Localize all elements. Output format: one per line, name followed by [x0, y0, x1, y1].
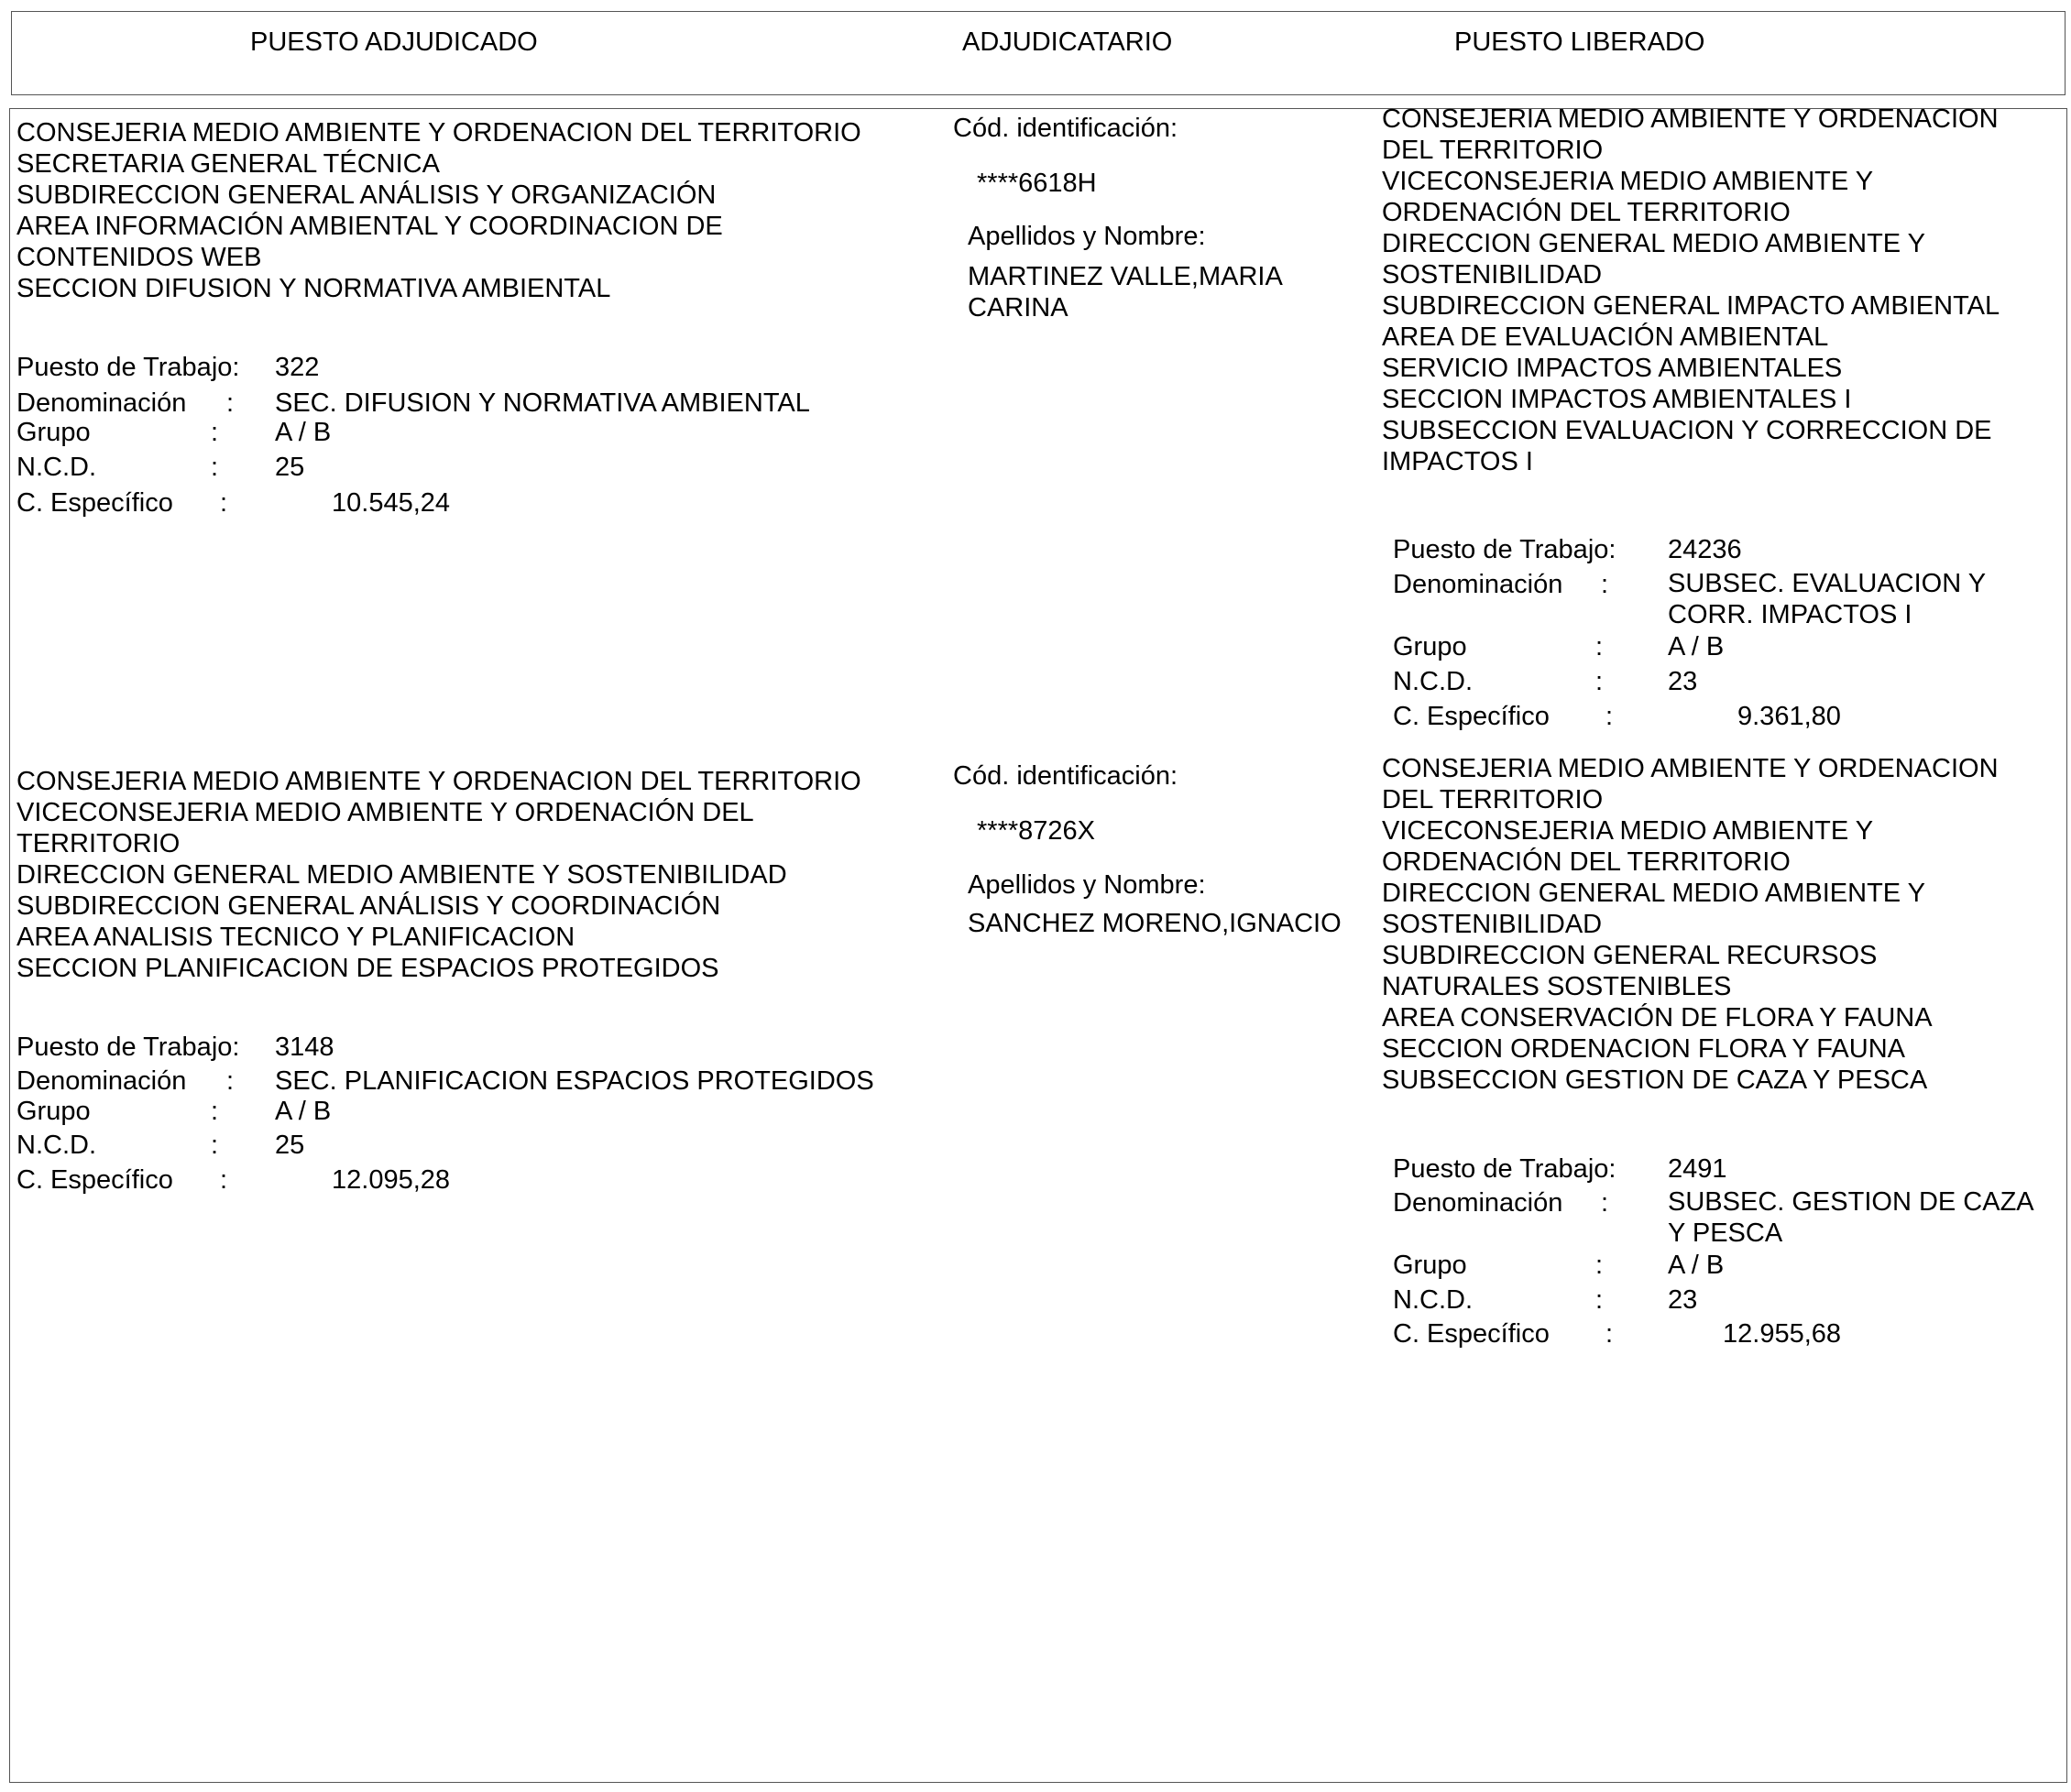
org-line: ORDENACIÓN DEL TERRITORIO: [1382, 847, 1791, 877]
cod-identificacion-value: ****6618H: [977, 169, 1097, 198]
colon: :: [1595, 1251, 1604, 1280]
org-line: SUBDIRECCION GENERAL ANÁLISIS Y COORDINACIÓN: [16, 891, 721, 921]
nombre-line: MARTINEZ VALLE,MARIA: [968, 262, 1283, 291]
puesto-trabajo-value: 322: [275, 353, 320, 382]
grupo-value: A / B: [1668, 1251, 1725, 1280]
org-line: SOSTENIBILIDAD: [1382, 910, 1603, 939]
ncd-value: 25: [275, 1131, 305, 1160]
label-puesto-trabajo: Puesto de Trabajo:: [16, 1033, 240, 1062]
colon: :: [220, 1165, 228, 1195]
grupo-value: A / B: [275, 1097, 332, 1126]
org-line: IMPACTOS I: [1382, 447, 1533, 476]
org-line: TERRITORIO: [16, 829, 181, 858]
colon: :: [226, 388, 235, 418]
label-denominacion: Denominación: [1393, 570, 1563, 599]
ncd-value: 23: [1668, 667, 1698, 696]
adjudicatario-nombre: [968, 908, 1342, 939]
c-especifico-value: 10.545,24: [332, 488, 451, 518]
label-cod-identificacion: Cód. identificación:: [953, 761, 1178, 791]
colon: :: [220, 488, 228, 518]
org-line: SUBSECCION GESTION DE CAZA Y PESCA: [1382, 1065, 1928, 1095]
c-especifico-value: 12.955,68: [1723, 1319, 1842, 1349]
label-puesto-trabajo: Puesto de Trabajo:: [16, 353, 240, 382]
colon: :: [1595, 667, 1604, 696]
colon: :: [226, 1066, 235, 1096]
label-ncd: N.C.D.: [16, 1131, 96, 1160]
org-line: DIRECCION GENERAL MEDIO AMBIENTE Y: [1382, 229, 1925, 258]
org-line: NATURALES SOSTENIBLES: [1382, 972, 1732, 1001]
label-denominacion: Denominación: [16, 388, 187, 418]
org-line: CONSEJERIA MEDIO AMBIENTE Y ORDENACION DEL TERRITORIO: [16, 118, 861, 148]
org-line: SECCION ORDENACION FLORA Y FAUNA: [1382, 1034, 1905, 1064]
grupo-value: A / B: [1668, 632, 1725, 661]
record-2-adjudicado-org: [16, 766, 861, 984]
org-line: SUBDIRECCION GENERAL RECURSOS: [1382, 941, 1878, 970]
colon: :: [1605, 702, 1614, 731]
puesto-trabajo-value: 3148: [275, 1033, 334, 1062]
org-line: DIRECCION GENERAL MEDIO AMBIENTE Y SOSTENIBILIDAD: [16, 860, 787, 890]
label-grupo: Grupo: [1393, 632, 1467, 661]
ncd-value: 25: [275, 453, 305, 482]
colon: :: [1601, 1188, 1609, 1218]
label-ncd: N.C.D.: [1393, 667, 1473, 696]
colon: :: [211, 1097, 219, 1126]
cod-identificacion-value: ****8726X: [977, 816, 1095, 846]
nombre-line: CARINA: [968, 293, 1068, 322]
org-line: SUBSECCION EVALUACION Y CORRECCION DE: [1382, 416, 1992, 445]
nombre-line: SANCHEZ MORENO,IGNACIO: [968, 909, 1342, 938]
header-puesto-adjudicado: PUESTO ADJUDICADO: [250, 27, 538, 57]
org-line: AREA CONSERVACIÓN DE FLORA Y FAUNA: [1382, 1003, 1933, 1033]
record-1-adjudicado-org: [16, 117, 861, 304]
org-line: CONSEJERIA MEDIO AMBIENTE Y ORDENACION: [1382, 104, 1999, 134]
org-line: SERVICIO IMPACTOS AMBIENTALES: [1382, 354, 1843, 383]
colon: :: [211, 418, 219, 447]
label-apellidos-nombre: Apellidos y Nombre:: [968, 870, 1206, 900]
org-line: SUBDIRECCION GENERAL IMPACTO AMBIENTAL: [1382, 291, 2000, 321]
org-line: AREA DE EVALUACIÓN AMBIENTAL: [1382, 322, 1829, 352]
denominacion-line: SUBSEC. GESTION DE CAZA: [1668, 1187, 2034, 1217]
puesto-trabajo-value: 2491: [1668, 1154, 1727, 1184]
org-line: AREA INFORMACIÓN AMBIENTAL Y COORDINACION DE: [16, 212, 723, 241]
label-c-especifico: C. Específico: [16, 1165, 173, 1195]
header-puesto-liberado: PUESTO LIBERADO: [1454, 27, 1705, 57]
colon: :: [211, 1131, 219, 1160]
adjudicatario-nombre: [968, 261, 1283, 323]
org-line: SOSTENIBILIDAD: [1382, 260, 1603, 290]
label-ncd: N.C.D.: [1393, 1285, 1473, 1315]
org-line: ORDENACIÓN DEL TERRITORIO: [1382, 198, 1791, 227]
org-line: CONSEJERIA MEDIO AMBIENTE Y ORDENACION DEL TERRITORIO: [16, 767, 861, 796]
org-line: SUBDIRECCION GENERAL ANÁLISIS Y ORGANIZACIÓN: [16, 180, 717, 210]
org-line: DEL TERRITORIO: [1382, 785, 1604, 814]
denominacion-value: SEC. DIFUSION Y NORMATIVA AMBIENTAL: [275, 388, 810, 418]
org-line: DEL TERRITORIO: [1382, 136, 1604, 165]
denominacion-line: Y PESCA: [1668, 1218, 1783, 1248]
label-denominacion: Denominación: [16, 1066, 187, 1096]
org-line: VICECONSEJERIA MEDIO AMBIENTE Y: [1382, 167, 1874, 196]
denominacion-line: CORR. IMPACTOS I: [1668, 600, 1912, 629]
org-line: CONTENIDOS WEB: [16, 243, 262, 272]
colon: :: [211, 453, 219, 482]
label-c-especifico: C. Específico: [1393, 702, 1550, 731]
org-line: SECRETARIA GENERAL TÉCNICA: [16, 149, 440, 179]
denominacion-value: [1668, 568, 1986, 630]
org-line: VICECONSEJERIA MEDIO AMBIENTE Y ORDENACIÓN DEL: [16, 798, 754, 827]
label-c-especifico: C. Específico: [1393, 1319, 1550, 1349]
denominacion-value: [1668, 1186, 2034, 1249]
label-ncd: N.C.D.: [16, 453, 96, 482]
label-grupo: Grupo: [16, 1097, 91, 1126]
label-puesto-trabajo: Puesto de Trabajo:: [1393, 535, 1616, 564]
org-line: AREA ANALISIS TECNICO Y PLANIFICACION: [16, 923, 575, 952]
c-especifico-value: 12.095,28: [332, 1165, 451, 1195]
c-especifico-value: 9.361,80: [1737, 702, 1841, 731]
label-cod-identificacion: Cód. identificación:: [953, 114, 1178, 143]
org-line: SECCION IMPACTOS AMBIENTALES I: [1382, 385, 1852, 414]
denominacion-line: SUBSEC. EVALUACION Y: [1668, 569, 1987, 598]
label-apellidos-nombre: Apellidos y Nombre:: [968, 222, 1206, 251]
org-line: SECCION PLANIFICACION DE ESPACIOS PROTEGIDOS: [16, 954, 719, 983]
org-line: DIRECCION GENERAL MEDIO AMBIENTE Y: [1382, 879, 1925, 908]
org-line: VICECONSEJERIA MEDIO AMBIENTE Y: [1382, 816, 1874, 846]
label-denominacion: Denominación: [1393, 1188, 1563, 1218]
label-c-especifico: C. Específico: [16, 488, 173, 518]
org-line: SECCION DIFUSION Y NORMATIVA AMBIENTAL: [16, 274, 611, 303]
colon: :: [1605, 1319, 1614, 1349]
label-grupo: Grupo: [16, 418, 91, 447]
label-grupo: Grupo: [1393, 1251, 1467, 1280]
record-1-liberado-org: [1382, 104, 2000, 477]
grupo-value: A / B: [275, 418, 332, 447]
colon: :: [1601, 570, 1609, 599]
label-puesto-trabajo: Puesto de Trabajo:: [1393, 1154, 1616, 1184]
record-2-liberado-org: [1382, 753, 1999, 1096]
org-line: CONSEJERIA MEDIO AMBIENTE Y ORDENACION: [1382, 754, 1999, 783]
colon: :: [1595, 1285, 1604, 1315]
ncd-value: 23: [1668, 1285, 1698, 1315]
denominacion-value: SEC. PLANIFICACION ESPACIOS PROTEGIDOS: [275, 1066, 874, 1096]
header-adjudicatario: ADJUDICATARIO: [962, 27, 1173, 57]
puesto-trabajo-value: 24236: [1668, 535, 1742, 564]
colon: :: [1595, 632, 1604, 661]
